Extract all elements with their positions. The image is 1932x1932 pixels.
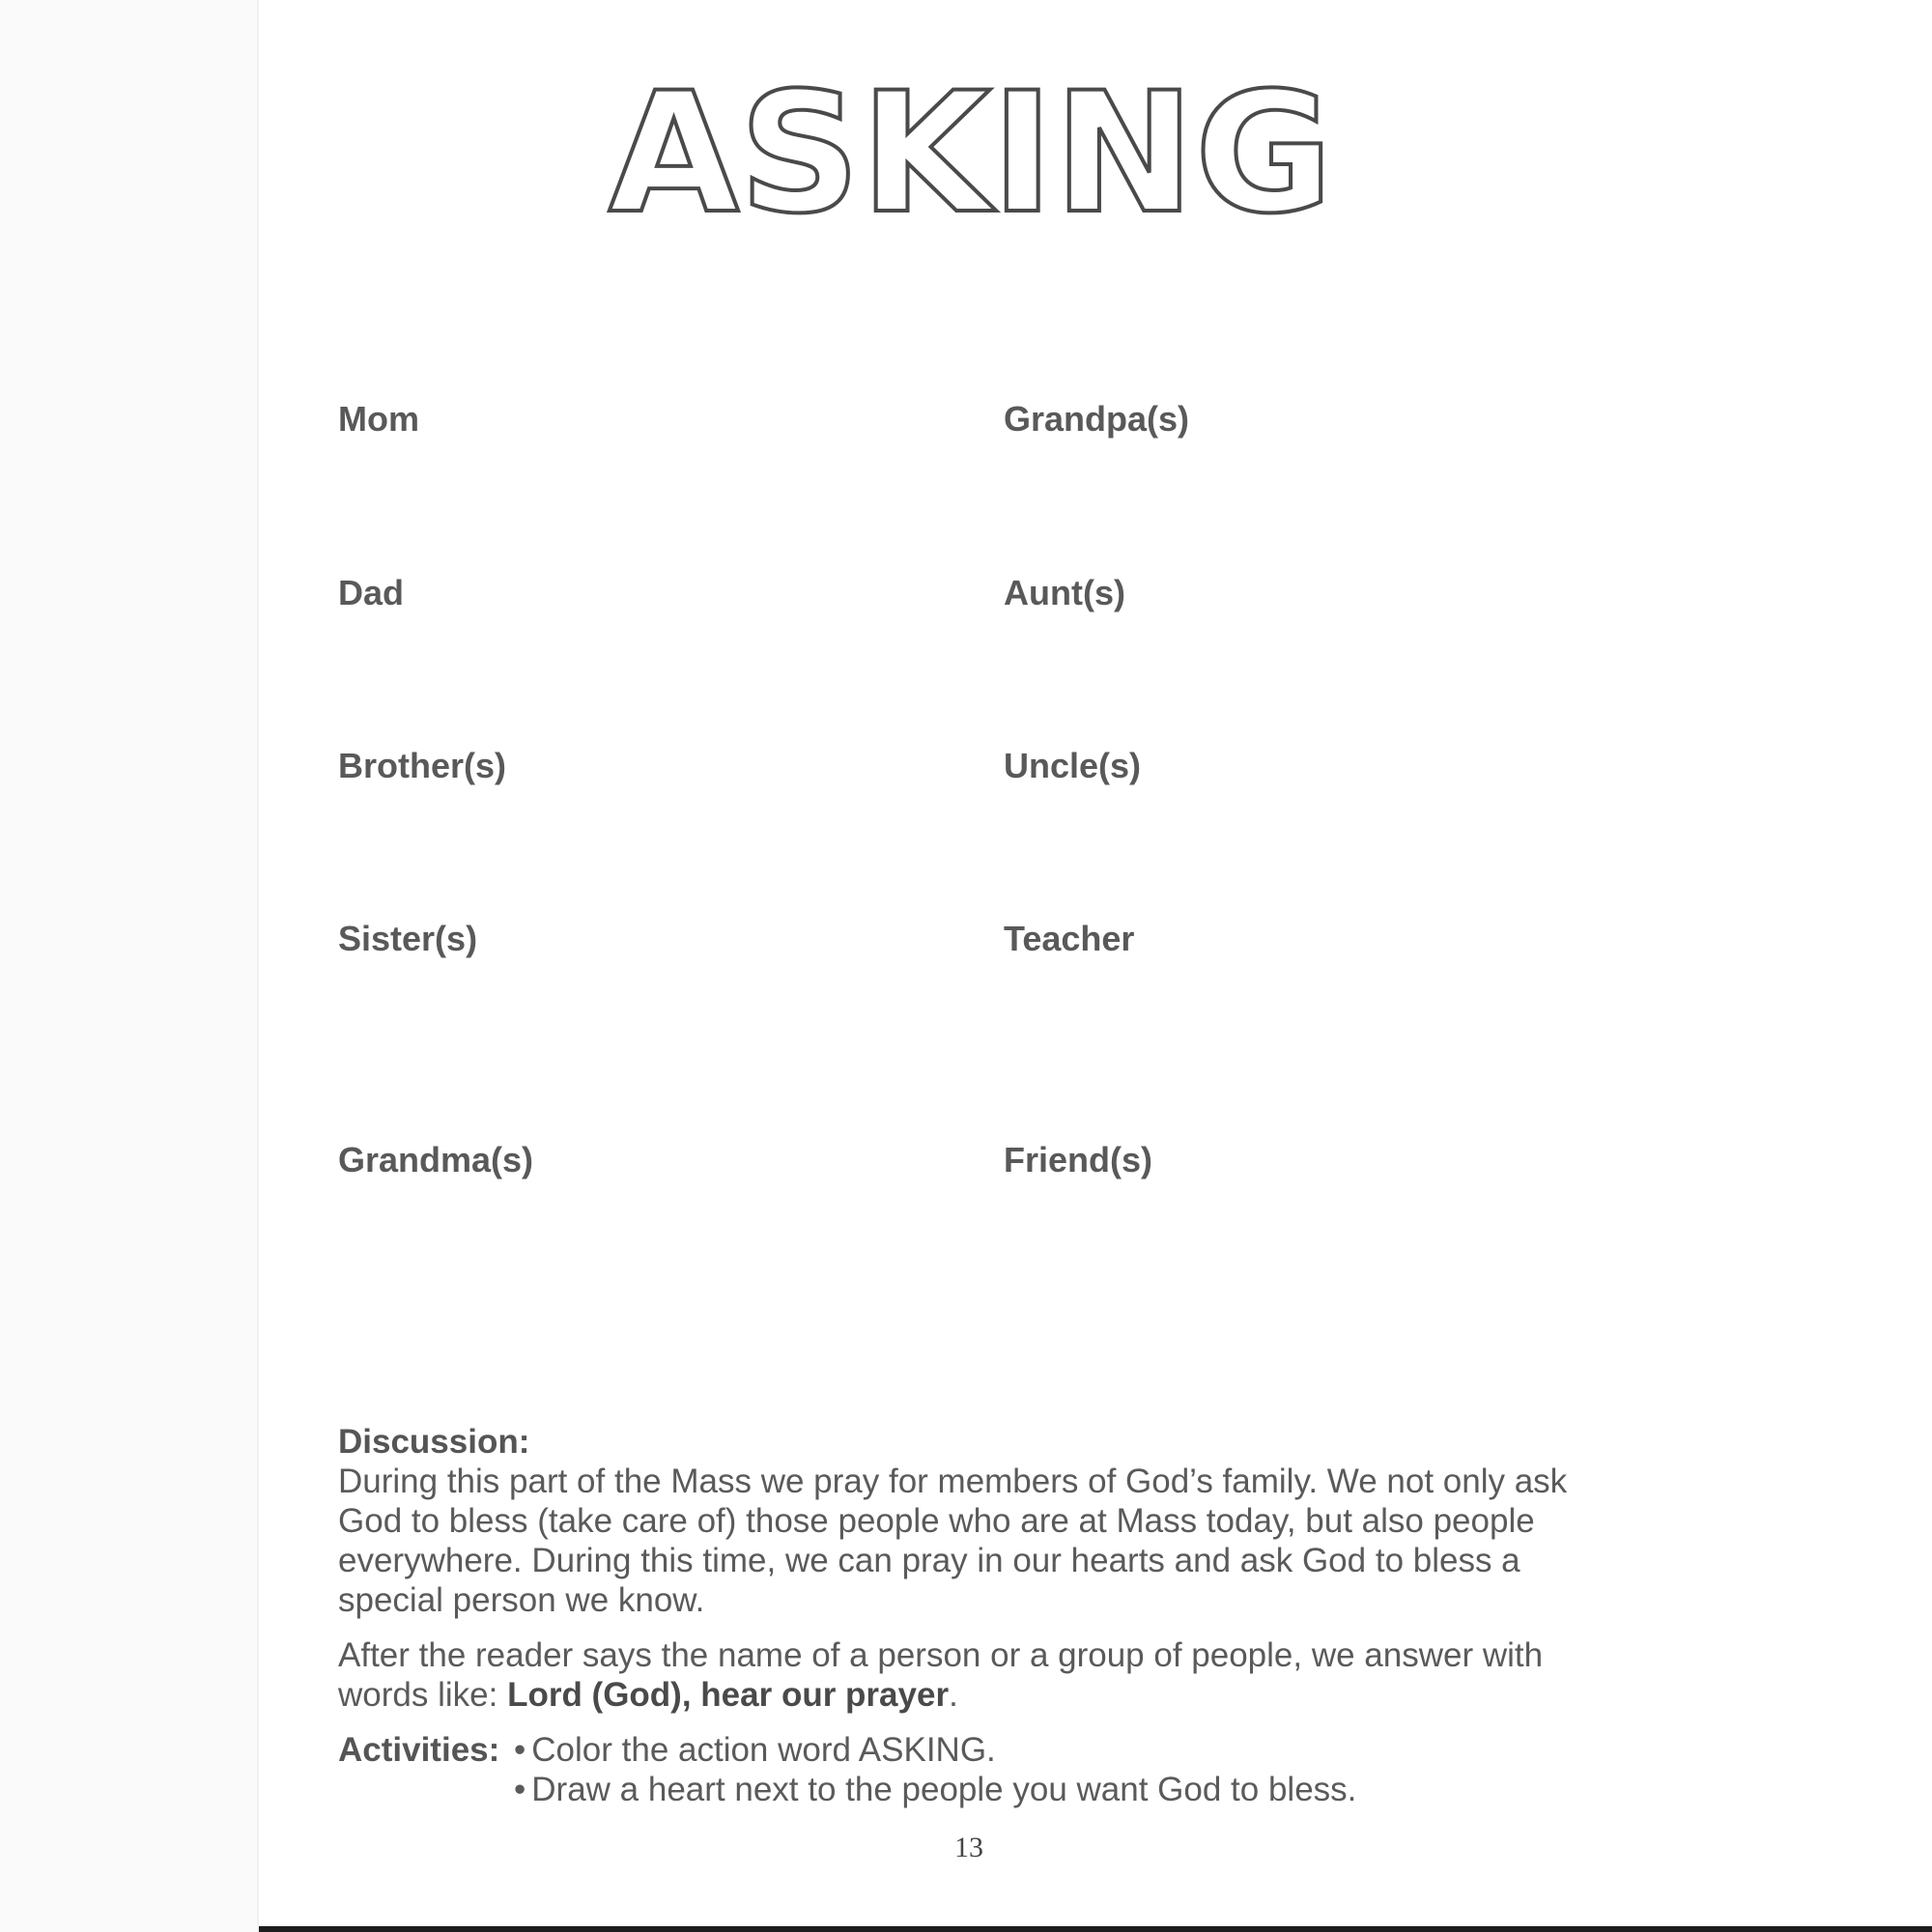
label-grandmas: Grandma(s) [338,1140,534,1179]
discussion-paragraph-2 [338,1635,1633,1715]
title-outline-text: ASKING [609,56,1333,230]
paragraph-2-end: . [949,1676,958,1714]
activities-block [338,1730,1633,1809]
activity-item: • Draw a heart next to the people you want God to bless. [514,1770,1356,1809]
discussion-paragraph-1: During this part of the Mass we pray for members of God’s family. We not only ask God to bless (take care of) those people who are at Mass today, but also people everywhere. During this time, we can pray in our hearts and ask God to bless a special person we know. [338,1463,1568,1619]
page-gutter [0,0,259,1932]
label-dad: Dad [338,573,405,612]
label-grandpas: Grandpa(s) [1004,399,1190,439]
label-uncles: Uncle(s) [1004,746,1142,785]
label-mom: Mom [338,399,419,439]
activities-label: Activities: [338,1731,500,1769]
discussion-heading: Discussion: [338,1423,530,1461]
discussion-section [338,1422,1633,1809]
label-teacher: Teacher [1004,919,1135,958]
activities-list [514,1730,1356,1809]
page-number: 13 [954,1832,983,1863]
label-brothers: Brother(s) [338,746,507,785]
bottom-edge-bar [259,1926,1932,1932]
response-phrase: Lord (God), hear our prayer [507,1676,950,1714]
page-title [599,56,1343,230]
activity-item: • Color the action word ASKING. [514,1730,1356,1770]
label-friends: Friend(s) [1004,1140,1153,1179]
page-edge [257,0,259,1932]
label-aunts: Aunt(s) [1004,573,1125,612]
label-sisters: Sister(s) [338,919,478,958]
paragraph-2-text: After the reader says the name of a person or a group of people, we answer with words like: [338,1636,1544,1714]
